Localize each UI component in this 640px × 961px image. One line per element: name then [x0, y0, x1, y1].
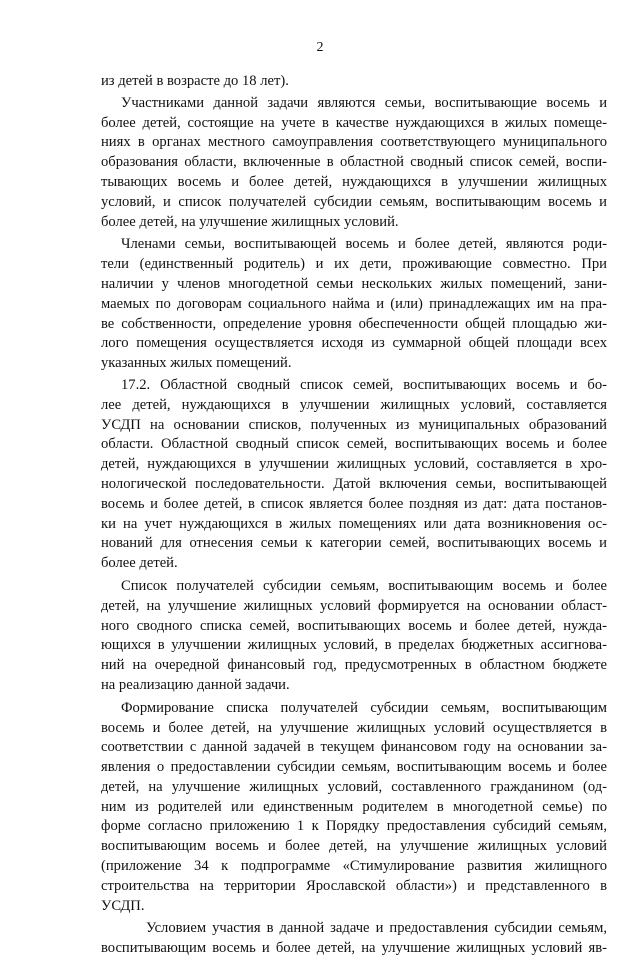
text-line: Членами семьи, воспитывающей восемь и более детей, являются роди-	[121, 236, 607, 253]
text-line: детей, нуждающихся в улучшении жилищных условий, составляется в хро-	[101, 456, 607, 473]
text-line: Список получателей субсидии семьям, воспитывающим восемь и более	[121, 577, 607, 594]
text-line: явления о предоставлении субсидии семьям, воспитывающим восемь и более	[101, 759, 607, 776]
text-line: условий, и список получателей субсидии семьям, воспитывающим восемь и	[101, 193, 607, 210]
text-line: указанных жилых помещений.	[101, 355, 292, 372]
text-line: нований для отнесения семьи к категории семей, воспитывающих восемь и	[101, 535, 607, 552]
text-line: форме согласно приложению 1 к Порядку предоставления субсидий семьям,	[101, 818, 607, 835]
text-line: ного сводного списка семей, воспитывающих восемь и более детей, нужда-	[101, 617, 607, 634]
text-line: ющихся в улучшении жилищных условий, в пределах бюджетных ассигнова-	[101, 637, 607, 654]
text-line: 17.2. Областной сводный список семей, воспитывающих восемь и бо-	[121, 376, 607, 393]
text-line: Формирование списка получателей субсидии семьям, воспитывающим	[121, 699, 607, 716]
text-line: восемь и более детей, в список является более поздняя из дат: дата постанов-	[101, 495, 607, 512]
paragraph-participation-condition	[101, 919, 607, 959]
text-line: ним из родителей или единственным родителем в многодетной семье) по	[101, 798, 607, 815]
paragraph-participants	[101, 94, 607, 233]
text-line: (приложение 34 к подпрограмме «Стимулирование развития жилищного	[101, 858, 607, 875]
text-line: на реализацию данной задачи.	[101, 676, 290, 693]
text-line: наличии у членов многодетной семьи нескольких жилых помещений, зани-	[101, 275, 607, 292]
text-line: воспитывающим восемь и более детей, на улучшение жилищных условий	[101, 838, 607, 855]
text-line: тывающих восемь и более детей, нуждающихся в улучшении жилищных	[101, 173, 607, 190]
text-line: лого помещения осуществляется исходя из суммарной общей площади всех	[101, 335, 607, 352]
paragraph-recipients-list	[101, 577, 607, 696]
text-line: УСДП.	[101, 897, 145, 914]
text-line: более детей, состоящие на учете в качестве нуждающихся в жилых помеще-	[101, 114, 607, 131]
text-line: лее детей, нуждающихся в улучшении жилищных условий, составляется	[101, 396, 607, 413]
text-line: более детей, на улучшение жилищных условий.	[101, 213, 399, 230]
text-line: тели (единственный родитель) и их дети, проживающие совместно. При	[101, 256, 607, 273]
text-line: детей, на улучшение жилищных условий формируется на основании област-	[101, 597, 607, 614]
page-number: 2	[316, 40, 324, 55]
text-line: строительства на территории Ярославской области») и представленного в	[101, 877, 607, 894]
text-line: нологической последовательности. Датой включения семьи, воспитывающей	[101, 475, 607, 492]
text-line: воспитывающим восемь и более детей, на улучшение жилищных условий яв-	[101, 940, 607, 957]
text-line: из детей в возрасте до 18 лет).	[101, 73, 289, 89]
text-line: ний на очередной финансовый год, предусмотренных в областном бюджете	[101, 657, 607, 674]
text-line: соответствии с данной задачей в текущем финансовом году на основании за-	[101, 739, 607, 756]
paragraph-list-formation	[101, 699, 607, 917]
paragraph-17-2	[101, 376, 607, 574]
text-line: детей, на улучшение жилищных условий, составленного гражданином (од-	[101, 778, 607, 795]
text-line: области. Областной сводный список семей, воспитывающих восемь и более	[101, 436, 607, 453]
text-line: Участниками данной задачи являются семьи, воспитывающие восемь и	[121, 94, 607, 111]
text-line: маемых по договорам социального найма и (или) принадлежащих им на пра-	[101, 295, 607, 312]
text-line: образования области, включенные в областной сводный список семей, воспи-	[101, 154, 607, 171]
text-line: ниях в органах местного самоуправления соответствующего муниципального	[101, 134, 607, 151]
text-line: Условием участия в данной задаче и предоставления субсидии семьям,	[146, 920, 607, 937]
body-text	[101, 72, 607, 961]
paragraph-family-members	[101, 235, 607, 374]
text-line: ки на учет нуждающихся в жилых помещениях или дата возникновения ос-	[101, 515, 607, 532]
text-line: УСДП на основании списков, полученных из муниципальных образований	[101, 416, 607, 433]
text-line: восемь и более детей, на улучшение жилищных условий осуществляется в	[101, 719, 607, 736]
text-line: ве собственности, определение уровня обеспеченности общей площадью жи-	[101, 315, 607, 332]
paragraph-continuation	[101, 72, 607, 92]
text-line: более детей.	[101, 555, 178, 572]
